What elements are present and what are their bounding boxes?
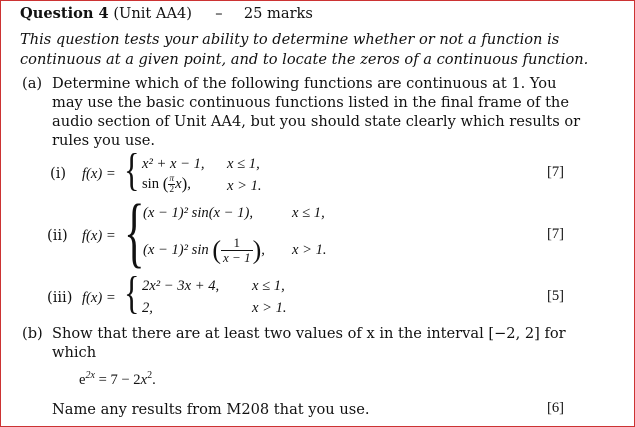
item-i-label: (i) [50, 165, 67, 182]
item-i-brace: { [124, 144, 140, 195]
item-iii-fname: f(x) = [82, 290, 116, 306]
item-ii-marks: [7] [547, 226, 565, 242]
item-ii-case1-cond: x ≤ 1, [292, 205, 325, 221]
item-i-case2-cond: x > 1. [227, 178, 262, 194]
item-i-sin: sin [142, 176, 160, 192]
question-label: Question 4 [20, 5, 109, 22]
item-iii-case1-expr: 2x² − 3x + 4, [142, 278, 220, 294]
part-b-label: (b) [22, 325, 43, 342]
unit-label: (Unit AA4) [113, 5, 192, 22]
question-header [20, 4, 313, 24]
item-i-case2: sin ( $\frac{\pi}{2}$ x), [142, 174, 191, 196]
item-ii-fname: f(x) = [82, 228, 116, 244]
part-b-line-1: Show that there are at least two values of x in the interval [−2, 2] for [52, 325, 566, 342]
part-a-label: (a) [22, 75, 43, 92]
item-ii-fraction: $\frac{1}{x - 1}$ [223, 235, 251, 265]
item-ii-label: (ii) [47, 227, 68, 244]
part-a-line-1: Determine which of the following functions are continuous at 1. You [52, 75, 557, 92]
part-b-equation: $e^{2x} = 7 - 2x^2$. [79, 370, 156, 388]
item-iii-label: (iii) [47, 289, 73, 306]
item-i-fraction: $\frac{\pi}{2}$ [169, 174, 175, 196]
item-i-case1-cond: x ≤ 1, [227, 156, 260, 172]
header-dash: – [215, 5, 223, 22]
part-b-closing: Name any results from M208 that you use. [52, 401, 370, 418]
item-ii-case2: (x − 1)² sin ( $\frac{1}{x - 1}$ ), [143, 235, 265, 265]
item-iii-marks: [5] [547, 288, 565, 304]
part-a-line-3: audio section of Unit AA4, but you should state clearly which results or [52, 113, 581, 130]
part-b-marks: [6] [547, 400, 565, 416]
item-ii-case2-cond: x > 1. [292, 242, 327, 258]
part-a-line-4: rules you use. [52, 132, 156, 149]
item-ii-brace: { [124, 188, 145, 275]
part-b-line-2: which [52, 344, 97, 361]
item-iii-case2-cond: x > 1. [252, 300, 287, 316]
intro-line-2: continuous at a given point, and to locate the zeros of a continuous function. [20, 51, 589, 68]
item-i-marks: [7] [547, 164, 565, 180]
question-marks: 25 marks [243, 5, 313, 22]
intro-line-1: This question tests your ability to determine whether or not a function is [20, 31, 560, 48]
item-iii-case2-expr: 2, [142, 300, 153, 316]
item-ii-case1-expr: (x − 1)² sin(x − 1), [143, 205, 253, 221]
item-i-fname: f(x) = [82, 166, 116, 182]
item-i-case1-expr: x² + x − 1, [142, 156, 205, 172]
item-iii-brace: { [124, 267, 140, 318]
part-a-line-2: may use the basic continuous functions listed in the final frame of the [52, 94, 569, 111]
item-iii-case1-cond: x ≤ 1, [252, 278, 285, 294]
